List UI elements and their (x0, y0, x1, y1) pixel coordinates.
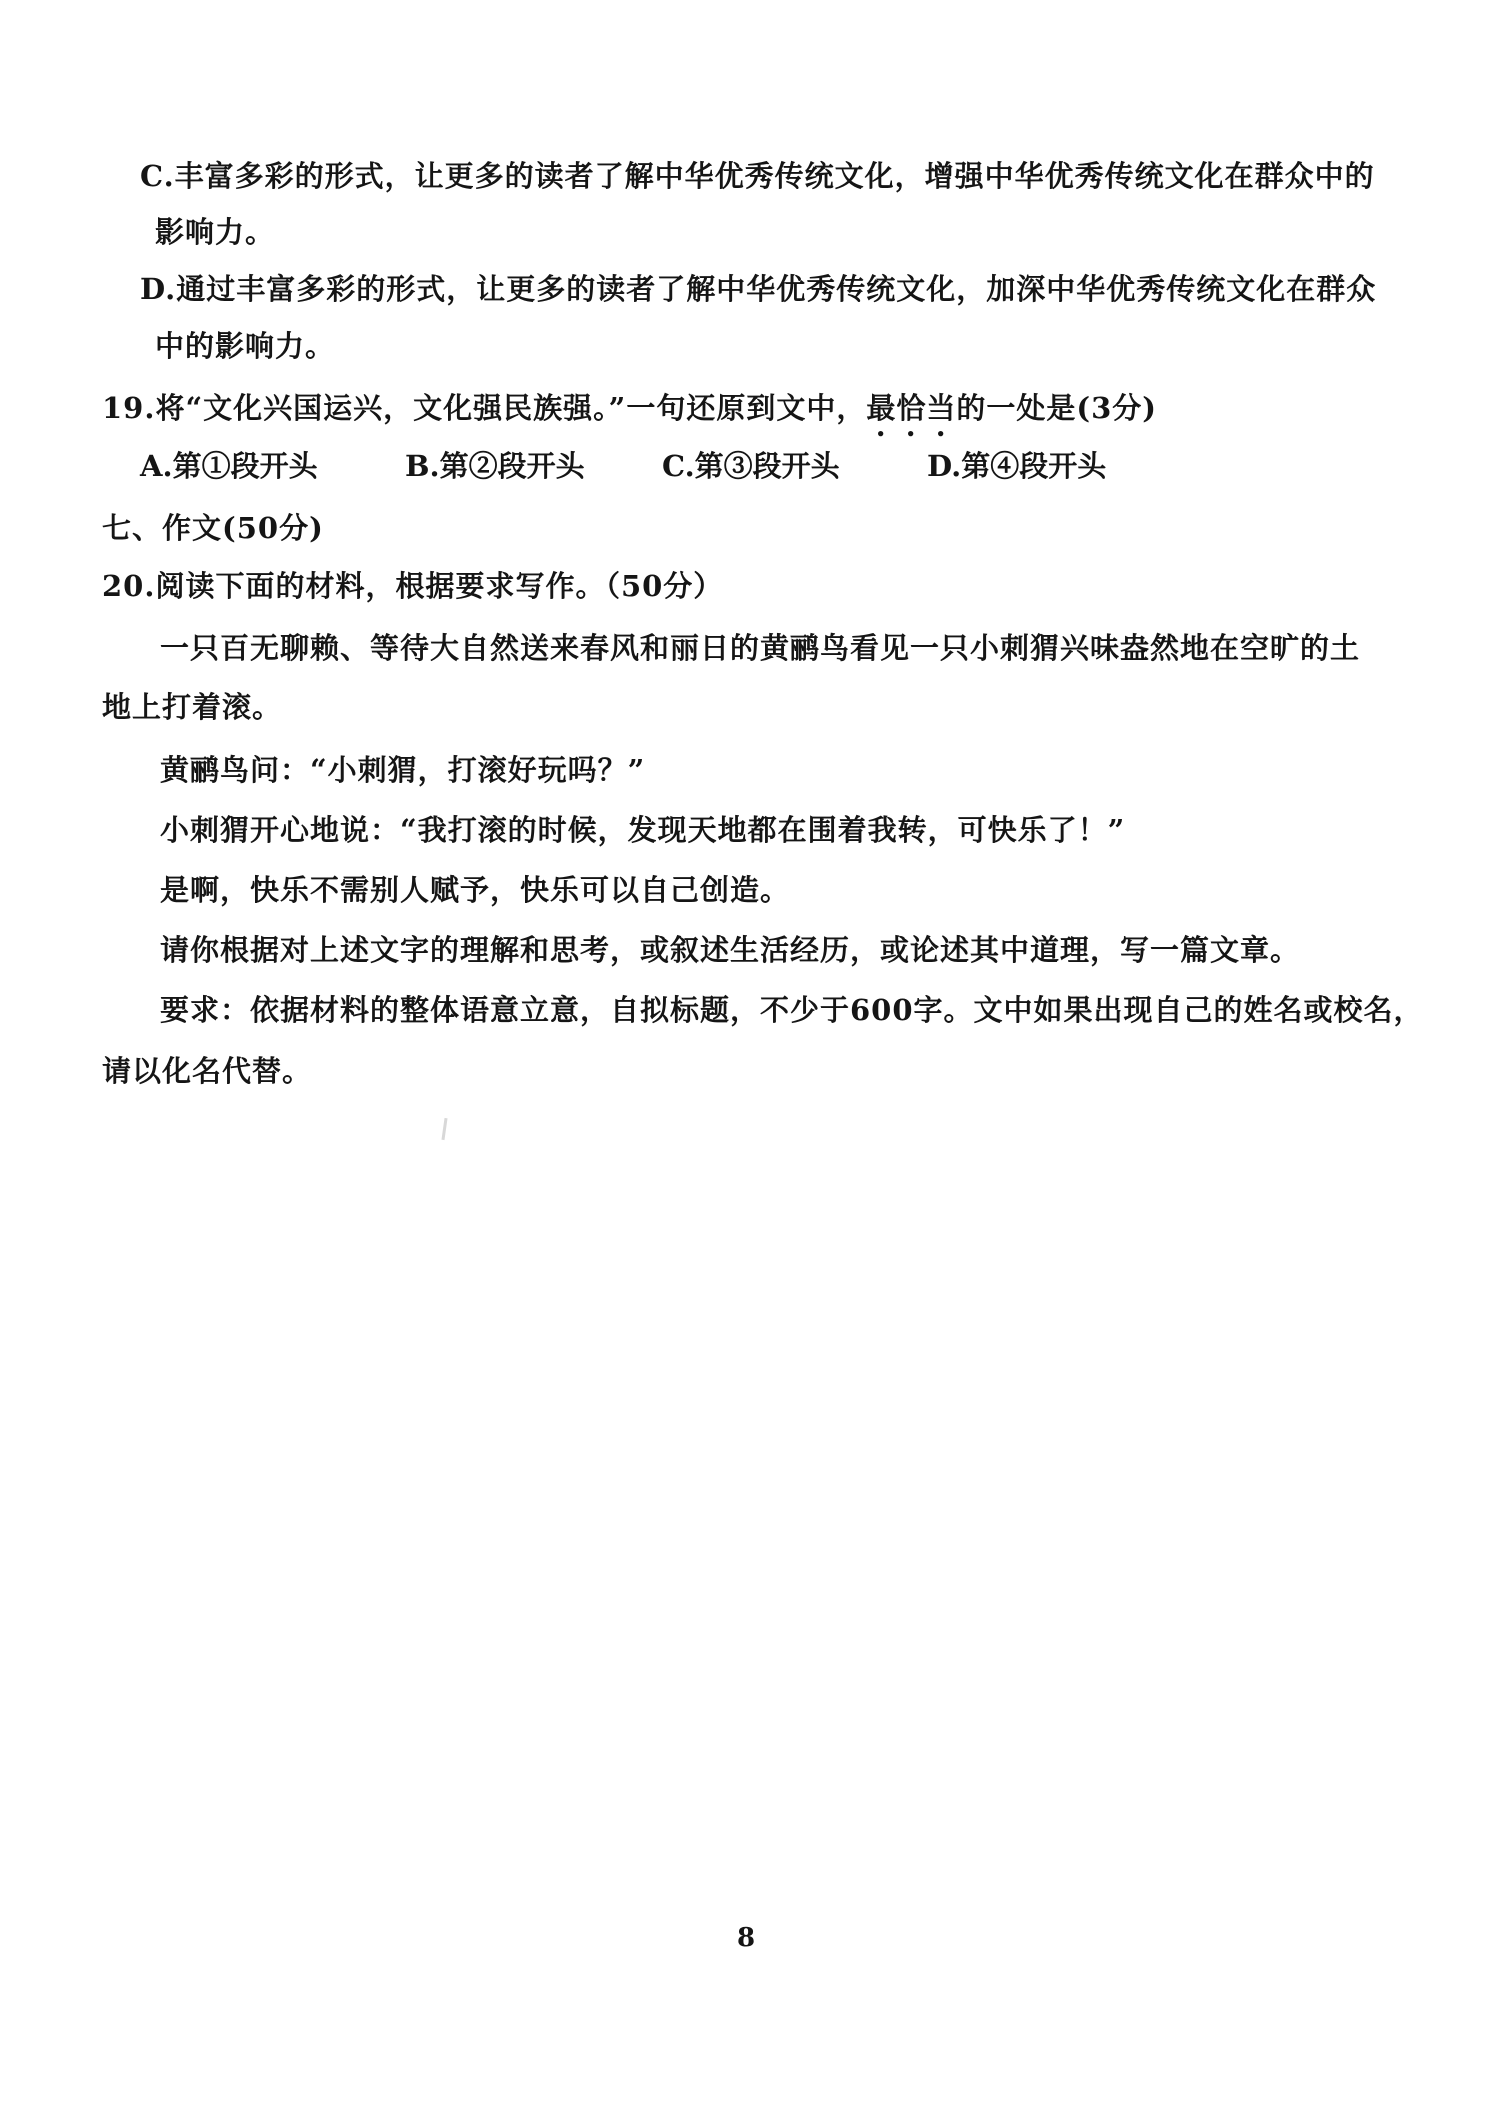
section7-title: 七、作文(50分) (102, 511, 324, 545)
q20-dialogue-2: 小刺猬开心地说：“我打滚的时候，发现天地都在围着我转，可快乐了！” (160, 813, 1126, 847)
q19-prompt-before: 19.将“文化兴国运兴，文化强民族强。”一句还原到文中， (102, 391, 867, 425)
q20-instruction: 请你根据对上述文字的理解和思考，或叙述生活经历，或论述其中道理，写一篇文章。 (160, 933, 1301, 967)
q18-option-c-line1: C.丰富多彩的形式，让更多的读者了解中华优秀传统文化，增强中华优秀传统文化在群众中的 (140, 159, 1375, 193)
q20-requirement-line2: 请以化名代替。 (102, 1054, 313, 1088)
q19-option-b: B.第②段开头 (405, 449, 585, 483)
q19-option-c: C.第③段开头 (662, 449, 840, 483)
q19-option-d: D.第④段开头 (927, 449, 1107, 483)
q19-option-a: A.第①段开头 (140, 449, 318, 483)
q19-options (140, 448, 1140, 484)
q20-dialogue-1: 黄鹂鸟问：“小刺猬，打滚好玩吗？” (160, 753, 646, 787)
q20-conclusion: 是啊，快乐不需别人赋予，快乐可以自己创造。 (160, 873, 791, 907)
q18-option-c-line2: 影响力。 (155, 215, 276, 249)
q20-material-line1: 一只百无聊赖、等待大自然送来春风和丽日的黄鹂鸟看见一只小刺猬兴味盎然地在空旷的土 (160, 631, 1361, 665)
q20-requirement-line1: 要求：依据材料的整体语意立意，自拟标题，不少于600字。文中如果出现自己的姓名或校名， (160, 993, 1424, 1027)
q19-prompt (102, 390, 1157, 443)
q20-prompt: 20.阅读下面的材料，根据要求写作。（50分） (102, 569, 724, 603)
page-number: 8 (736, 1923, 756, 1953)
scan-speck (441, 1118, 447, 1140)
q18-option-d-line1: D.通过丰富多彩的形式，让更多的读者了解中华优秀传统文化，加深中华优秀传统文化在群众 (140, 272, 1377, 306)
q20-material-line2: 地上打着滚。 (102, 690, 283, 724)
q18-option-d-line2: 中的影响力。 (155, 329, 336, 363)
q19-prompt-emphasis: 最恰当 (866, 391, 957, 425)
q19-prompt-after: 的一处是(3分) (956, 391, 1157, 425)
